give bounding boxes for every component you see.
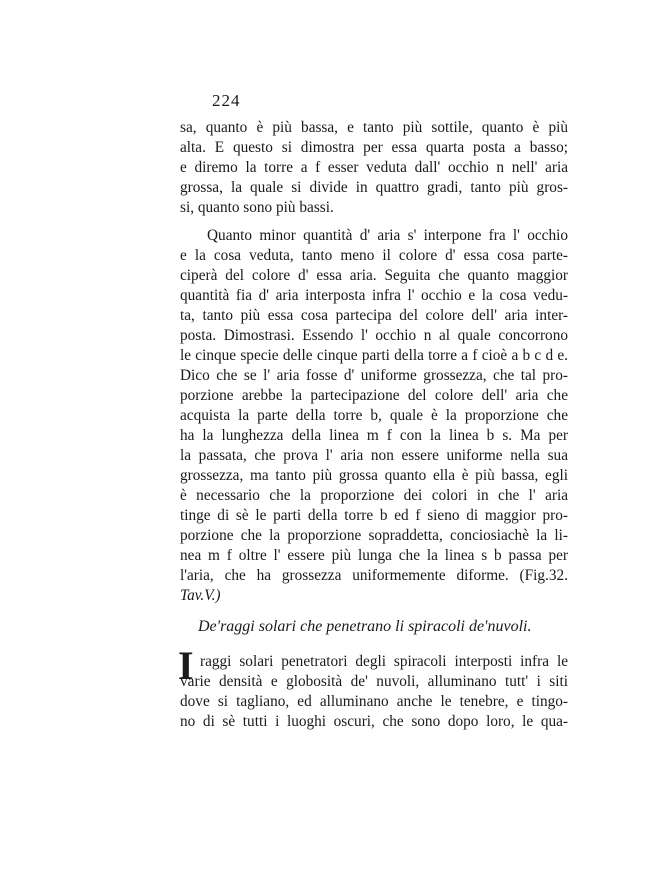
page-number: 224: [212, 91, 241, 110]
text-line: e diremo la torre a f esser veduta dall' occhio n nell' aria: [180, 159, 568, 176]
text-line: la passata, che prova l' aria non essere uniforme nella sua: [180, 447, 568, 464]
text-line: è necessario che la proporzione dei colori in che l' aria: [180, 487, 568, 504]
text-line: posta. Dimostrasi. Essendo l' occhio n al quale concorrono: [180, 327, 568, 344]
text-line: ta, tanto più essa cosa partecipa del colore dell' aria inter-: [180, 307, 568, 324]
text-line: le cinque specie delle cinque parti della torre a f cioè a b c d e.: [180, 347, 568, 364]
text-line: raggi solari penetratori degli spiracoli interposti infra le: [200, 653, 568, 670]
text-line: sa, quanto è più bassa, e tanto più sottile, quanto è più: [180, 119, 568, 136]
text-line: tinge di sè le parti della torre b ed f sieno di maggior pro-: [180, 507, 568, 524]
text-line: Tav.V.): [180, 587, 221, 604]
text-line: grossa, la quale si divide in quattro gradi, tanto più gros-: [180, 179, 568, 196]
text-line: porzione arebbe la partecipazione del colore dell' aria che: [180, 387, 568, 404]
text-line: si, quanto sono più bassi.: [180, 199, 334, 216]
drop-cap: I: [178, 643, 194, 688]
text-line: ha la lunghezza della linea m f con la linea b s. Ma per: [180, 427, 568, 444]
text-line: Dico che se l' aria fosse d' uniforme grossezza, che tal pro-: [180, 367, 568, 384]
text-line: quantità fia d' aria interposta infra l' occhio e la cosa vedu-: [180, 287, 568, 304]
text-line: l'aria, che ha grossezza uniformemente diforme. (Fig.32.: [180, 567, 568, 584]
text-line: porzione che la proporzione sopraddetta, conciosiachè la li-: [180, 527, 568, 544]
text-line: Quanto minor quantità d' aria s' interpone fra l' occhio: [207, 227, 568, 244]
section-heading: De'raggi solari che penetrano li spiracoli de'nuvoli.: [198, 618, 532, 635]
text-line: dove si tagliano, ed alluminano anche le tenebre, e tingo-: [180, 693, 568, 710]
text-line: e la cosa veduta, tanto meno il colore d' essa cosa parte-: [180, 247, 568, 264]
text-line: nea m f oltre l' essere più lunga che la linea s b passa per: [180, 547, 568, 564]
text-line: grossezza, ma tanto più grossa quanto ella è più bassa, egli: [180, 467, 568, 484]
text-line: ciperà del colore d' essa aria. Seguita che quanto maggior: [180, 267, 568, 284]
text-line: no di sè tutti i luoghi oscuri, che sono dopo loro, le qua-: [180, 713, 568, 730]
text-line: alta. E questo si dimostra per essa quarta posta a basso;: [180, 139, 568, 156]
text-line: varie densità e globosità de' nuvoli, alluminano tutt' i siti: [180, 673, 568, 690]
text-line: acquista la parte della torre b, quale è la proporzione che: [180, 407, 568, 424]
